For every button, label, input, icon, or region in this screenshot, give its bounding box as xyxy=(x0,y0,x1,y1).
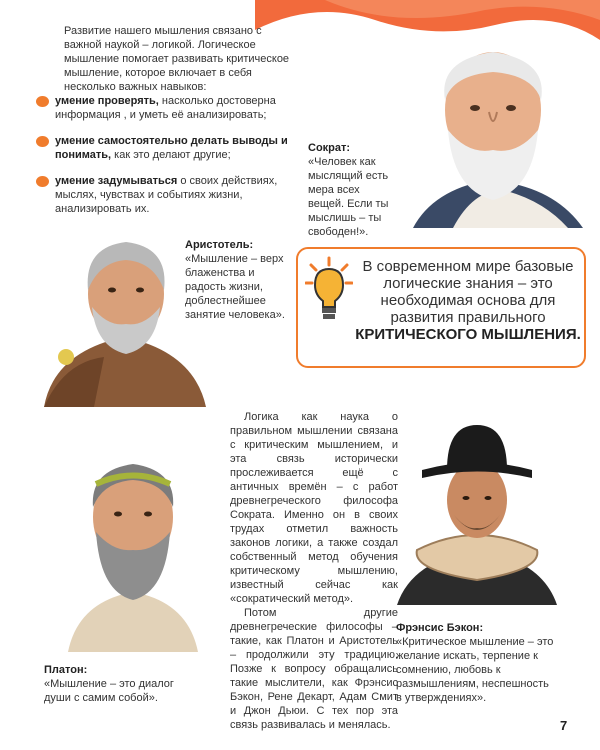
plato-quote-text: «Мышление – это диалог души с самим собой». xyxy=(44,678,174,704)
bullet-dot-icon xyxy=(36,176,49,187)
bacon-name: Фрэнсис Бэкон: xyxy=(396,622,484,634)
socrates-quote xyxy=(308,141,398,239)
aristotle-quote-text: «Мышление – верх блаженства и радость жизни, доблестнейшее занятие человека». xyxy=(185,253,285,321)
socrates-name: Сократ: xyxy=(308,142,351,154)
socrates-quote-text: «Человек как мыслящий есть мера всех вещей. Если ты мыслишь – ты свободен!». xyxy=(308,156,389,238)
skill-description: насколько достоверна информация , и уметь её анализировать; xyxy=(55,95,276,121)
skill-description: о своих действиях, мыслях, чувствах и событиях жизни, анализировать их. xyxy=(55,175,278,215)
bullet-dot-icon xyxy=(36,96,49,107)
skill-description: как это делают другие; xyxy=(111,149,231,161)
skills-list xyxy=(36,94,296,228)
callout-body: В современном мире базовые логические знания – это необходимая основа для развития правильного xyxy=(362,258,574,326)
main-paragraph-2: Потом другие древнегреческие философы – такие, как Платон и Аристотель – продолжили эту традицию. Позже к вопросу обращались такие мыслители, как Фрэнсис Бэкон, Рене Декарт, Адам Смит и Джон Дьюи. С тех пор эта связь развивалась и менялась. xyxy=(230,607,398,731)
list-item xyxy=(36,94,296,122)
socrates-portrait xyxy=(393,40,588,228)
plato-portrait xyxy=(68,452,198,652)
aristotle-portrait xyxy=(44,232,206,407)
callout-text xyxy=(350,258,586,343)
main-paragraph-1: Логика как наука о правильном мышлении связана с критическим мышлением, и эта связь исторически прослеживается ещё с античных времён – с работ древнегреческого философа Сократа. Именно он в своих трудах отметил важность законов логики, а также создал собственный метод обучения критическому мышлению, известный сейчас как «сократический метод». xyxy=(230,411,398,605)
skill-title: умение самостоятельно делать выводы и понимать, xyxy=(55,135,288,161)
skill-title: умение проверять, xyxy=(55,95,159,107)
list-item xyxy=(36,134,296,162)
bacon-quote xyxy=(396,621,556,705)
skill-title: умение задумываться xyxy=(55,175,178,187)
plato-name: Платон: xyxy=(44,664,88,676)
main-text xyxy=(230,410,398,732)
aristotle-quote xyxy=(185,238,285,322)
lightbulb-icon xyxy=(305,255,353,325)
list-item xyxy=(36,174,296,216)
callout-keyword: КРИТИЧЕСКОГО МЫШЛЕНИЯ. xyxy=(355,326,581,343)
bacon-quote-text: «Критическое мышление – это желание искать, терпение к сомнению, любовь к размышлениям, неспешность в утверждениях». xyxy=(396,636,554,704)
bullet-dot-icon xyxy=(36,136,49,147)
plato-quote xyxy=(44,663,194,705)
intro-paragraph: Развитие нашего мышления связано с важной наукой – логикой. Логическое мышление помогает развивать критическое мышление, которое включает в себя несколько важных навыков: xyxy=(64,25,290,93)
aristotle-name: Аристотель: xyxy=(185,239,254,251)
page-number: 7 xyxy=(560,718,568,733)
bacon-portrait xyxy=(392,420,562,605)
